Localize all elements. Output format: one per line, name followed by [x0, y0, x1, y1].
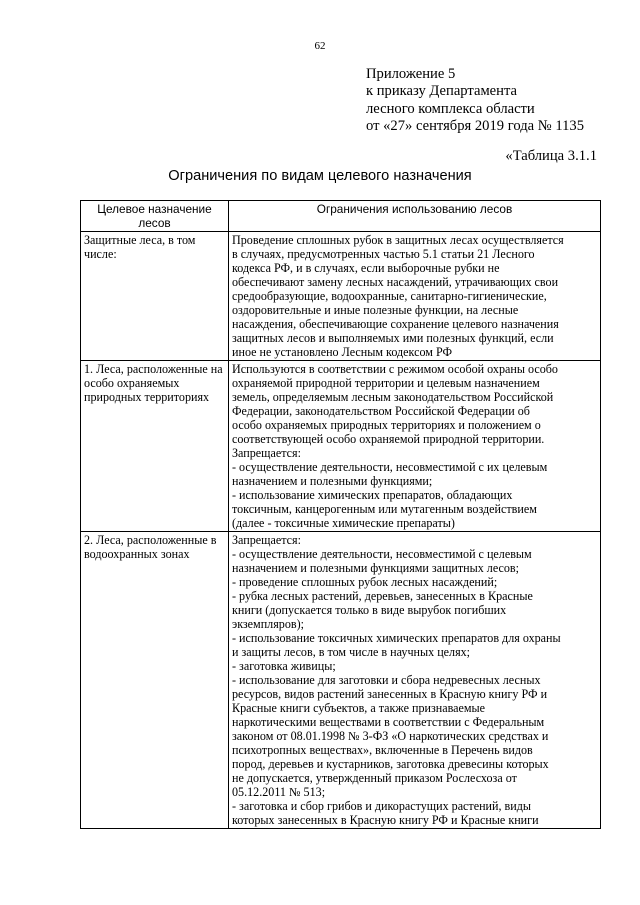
restriction-line: соответствующей особо охраняемой природной территории. [232, 432, 545, 446]
restriction-line: - использование химических препаратов, обладающих [232, 488, 513, 502]
header-restrictions: Ограничения использованию лесов [229, 201, 601, 232]
restriction-line: Используются в соответствии с режимом особой охраны особо [232, 362, 558, 376]
restriction-line: обеспечивают замену лесных насаждений, утрачивающих свои [232, 275, 559, 289]
restriction-line: иное не установлено Лесным кодексом РФ [232, 345, 453, 359]
purpose-cell: 1. Леса, расположенные на особо охраняемых природных территориях [81, 361, 229, 532]
restriction-line: земель, определяемым лесным законодательством Российской [232, 390, 554, 404]
restriction-line: Проведение сплошных рубок в защитных лесах осуществляется [232, 233, 564, 247]
restriction-line: защитных лесов и выполняемых ими полезных функций, если [232, 331, 554, 345]
table-row [81, 532, 601, 829]
restriction-line: - заготовка и сбор грибов и дикорастущих растений, виды [232, 799, 532, 813]
restriction-line: (далее - токсичные химические препараты) [232, 516, 455, 530]
restriction-line: - осуществление деятельности, несовместимой с их целевым [232, 460, 548, 474]
table-header-row [81, 201, 601, 232]
appendix-line: Приложение 5 [366, 66, 456, 82]
page-number: 62 [314, 40, 326, 52]
restrictions-cell [229, 532, 601, 829]
table-row [81, 232, 601, 361]
restriction-line: и защиты лесов, в том числе в научных целях; [232, 645, 471, 659]
restriction-line: назначением и полезными функциями; [232, 474, 433, 488]
table-row [81, 361, 601, 532]
purpose-cell: 2. Леса, расположенные в водоохранных зонах [81, 532, 229, 829]
restrictions-cell [229, 361, 601, 532]
restriction-line: кодекса РФ, и в случаях, если выборочные рубки не [232, 261, 500, 275]
restriction-line: особо охраняемых природных территориях и положением о [232, 418, 541, 432]
appendix-line: от «27» сентября 2019 года № 1135 [366, 118, 584, 135]
restriction-line: книги (допускается только в виде вырубок погибших [232, 603, 507, 617]
header-purpose: Целевое назначение лесов [81, 201, 229, 232]
restriction-line: не допускается, утвержденный приказом Рослесхоза от [232, 771, 517, 785]
restriction-line: Федерации, законодательством Российской Федерации об [232, 404, 530, 418]
restriction-line: психотропных веществах», включенные в Перечень видов [232, 743, 533, 757]
restriction-line: охраняемой природной территории и целевым назначением [232, 376, 540, 390]
restriction-line: ресурсов, видов растений занесенных в Красную книгу РФ и [232, 687, 548, 701]
restriction-line: оздоровительные и иные полезные функции, на лесные [232, 303, 519, 317]
restriction-line: назначением и полезными функциями защитных лесов; [232, 561, 519, 575]
restriction-line: законом от 08.01.1998 № 3-ФЗ «О наркотических средствах и [232, 729, 549, 743]
restriction-line: которых занесенных в Красную книгу РФ и Красные книги [232, 813, 539, 827]
restriction-line: токсичным, канцерогенным или мутагенным воздействием [232, 502, 537, 516]
restriction-line: - заготовка живицы; [232, 659, 336, 673]
restriction-line: 05.12.2011 № 513; [232, 785, 326, 799]
restriction-line: наркотическими веществами в соответствии с Федеральным [232, 715, 545, 729]
restrictions-cell [229, 232, 601, 361]
appendix-line: к приказу Департамента [366, 83, 517, 100]
appendix-line: лесного комплекса области [366, 100, 535, 117]
purpose-cell: Защитные леса, в том числе: [81, 232, 229, 361]
restriction-line: Красные книги субъектов, а также признаваемые [232, 701, 486, 715]
restriction-line: - проведение сплошных рубок лесных насаждений; [232, 575, 498, 589]
restriction-line: Запрещается: [232, 533, 301, 547]
restriction-line: - использование токсичных химических препаратов для охраны [232, 631, 561, 645]
document-title: Ограничения по видам целевого назначения [168, 168, 472, 184]
table-reference: «Таблица 3.1.1 [505, 148, 597, 164]
restriction-line: в случаях, предусмотренных частью 5.1 статьи 21 Лесного [232, 247, 535, 261]
restriction-line: - использование для заготовки и сбора недревесных лесных [232, 673, 541, 687]
restriction-line: пород, деревьев и кустарников, заготовка древесины которых [232, 757, 549, 771]
restriction-line: Запрещается: [232, 446, 301, 460]
restrictions-table [80, 200, 601, 829]
restriction-line: насаждения, обеспечивающие сохранение целевого назначения [232, 317, 559, 331]
restriction-line: экземпляров); [232, 617, 304, 631]
restriction-line: - рубка лесных растений, деревьев, занесенных в Красные [232, 589, 533, 603]
restriction-line: - осуществление деятельности, несовместимой с целевым [232, 547, 532, 561]
restriction-line: средообразующие, водоохранные, санитарно-гигиенические, [232, 289, 547, 303]
appendix-reference [366, 66, 584, 136]
